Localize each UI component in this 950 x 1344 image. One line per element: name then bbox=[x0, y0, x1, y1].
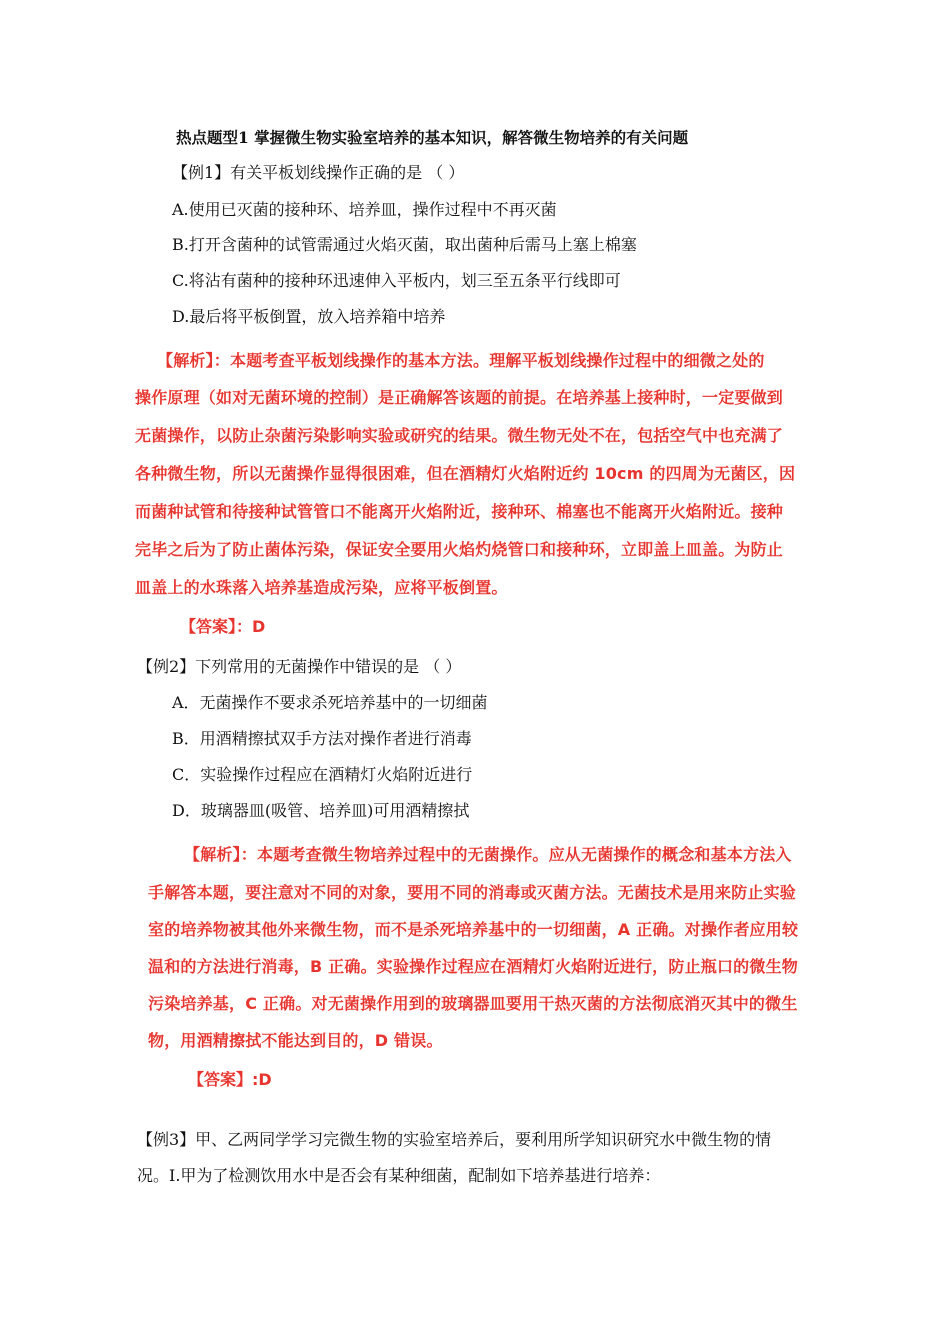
example2-analysis-line: 污染培养基，C 正确。对无菌操作用到的玻璃器皿要用干热灭菌的方法彻底消灭其中的微生 bbox=[148, 994, 798, 1013]
example2-option-b: B．用酒精擦拭双手方法对操作者进行消毒 bbox=[172, 729, 472, 748]
section-title: 热点题型1 掌握微生物实验室培养的基本知识，解答微生物培养的有关问题 bbox=[176, 128, 689, 147]
example2-analysis-line: 物，用酒精擦拭不能达到目的，D 错误。 bbox=[148, 1031, 443, 1050]
example2-analysis-line: 温和的方法进行消毒，B 正确。实验操作过程应在酒精灯火焰附近进行，防止瓶口的微生物 bbox=[148, 957, 798, 976]
example2-answer: 【答案】:D bbox=[188, 1070, 272, 1089]
example1-analysis-line: 无菌操作，以防止杂菌污染影响实验或研究的结果。微生物无处不在，包括空气中也充满了 bbox=[135, 426, 784, 445]
example1-answer: 【答案】：D bbox=[180, 617, 266, 636]
example1-option-a: A.使用已灭菌的接种环、培养皿，操作过程中不再灭菌 bbox=[172, 200, 557, 219]
example1-analysis-line: 操作原理（如对无菌环境的控制）是正确解答该题的前提。在培养基上接种时，一定要做到 bbox=[135, 388, 784, 407]
example1-analysis-line: 各种微生物，所以无菌操作显得很困难，但在酒精灯火焰附近约 10cm 的四周为无菌区，因 bbox=[135, 464, 796, 483]
example2-option-d: D．玻璃器皿(吸管、培养皿)可用酒精擦拭 bbox=[172, 801, 470, 820]
example2-stem: 【例2】下列常用的无菌操作中错误的是 （ ） bbox=[137, 657, 462, 676]
example2-option-a: A．无菌操作不要求杀死培养基中的一切细菌 bbox=[172, 693, 488, 712]
example1-option-b: B.打开含菌种的试管需通过火焰灭菌，取出菌种后需马上塞上棉塞 bbox=[172, 235, 637, 254]
example1-analysis-line: 而菌种试管和待接种试管管口不能离开火焰附近，接种环、棉塞也不能离开火焰附近。接种 bbox=[135, 502, 784, 521]
example3-line: 况。Ⅰ.甲为了检测饮用水中是否会有某种细菌，配制如下培养基进行培养： bbox=[137, 1166, 661, 1185]
example2-option-c: C．实验操作过程应在酒精灯火焰附近进行 bbox=[172, 765, 473, 784]
example1-analysis-line: 完毕之后为了防止菌体污染，保证安全要用火焰灼烧管口和接种环，立即盖上皿盖。为防止 bbox=[135, 540, 784, 559]
example1-stem: 【例1】有关平板划线操作正确的是 （ ） bbox=[172, 163, 465, 182]
example1-option-d: D.最后将平板倒置，放入培养箱中培养 bbox=[172, 307, 446, 326]
example2-analysis-line: 室的培养物被其他外来微生物，而不是杀死培养基中的一切细菌，A 正确。对操作者应用较 bbox=[148, 920, 799, 939]
example3-line: 【例3】甲、乙两同学学习完微生物的实验室培养后，要利用所学知识研究水中微生物的情 bbox=[137, 1130, 772, 1149]
example1-analysis-line: 皿盖上的水珠落入培养基造成污染，应将平板倒置。 bbox=[135, 578, 508, 597]
example1-analysis-line: 【解析】：本题考查平板划线操作的基本方法。理解平板划线操作过程中的细微之处的 bbox=[157, 351, 765, 370]
example1-option-c: C.将沾有菌种的接种环迅速伸入平板内，划三至五条平行线即可 bbox=[172, 271, 621, 290]
example2-analysis-line: 【解析】：本题考查微生物培养过程中的无菌操作。应从无菌操作的概念和基本方法入 bbox=[184, 845, 792, 864]
example2-analysis-line: 手解答本题，要注意对不同的对象，要用不同的消毒或灭菌方法。无菌技术是用来防止实验 bbox=[148, 883, 797, 902]
